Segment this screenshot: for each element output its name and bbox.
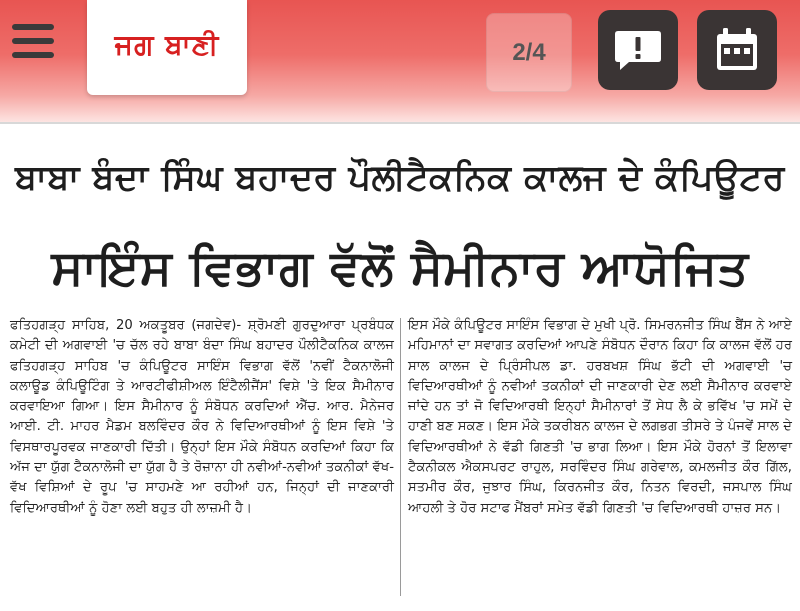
column-divider [400,318,401,596]
menu-icon-bar-middle [12,38,54,44]
calendar-button[interactable] [697,10,777,90]
feedback-button[interactable] [598,10,678,90]
logo[interactable] [87,0,247,95]
top-app-bar [0,0,800,122]
menu-icon-bar-bottom [12,52,54,58]
page-indicator [486,13,572,92]
logo-text: ਜਗ ਬਾਣੀ [114,28,220,61]
page-indicator-text: 2/4 [512,39,546,66]
article-headline-line2: ਸਾਇੰਸ ਵਿਭਾਗ ਵੱਲੋਂ ਸੈਮੀਨਾਰ ਆਯੋਜਿਤ [51,240,749,296]
article-column-left: ਫਤਿਹਗੜ੍ਹ ਸਾਹਿਬ, 20 ਅਕਤੂਬਰ (ਜਗਦੇਵ)- ਸ਼੍ਰੋਮਣੀ ਗੁਰਦੁਆਰਾ ਪ੍ਰਬੰਧਕ ਕਮੇਟੀ ਦੀ ਅਗਵਾਈ 'ਚ ਚੱਲ ਰਹੇ ਬਾਬਾ ਬੰਦਾ ਸਿੰਘ ਬਹਾਦਰ ਪੌਲੀਟੈਕਨਿਕ ਕਾਲਜ ਫਤਿਹਗੜ੍ਹ ਸਾਹਿਬ 'ਚ ਕੰਪਿਊਟਰ ਸਾਇੰਸ ਵਿਭਾਗ ਵੱਲੋਂ 'ਨਵੀਂ ਟੈਕਨਾਲੋਜੀ ਕਲਾਊਡ ਕੰਪਿਊਟਿੰਗ ਤੇ ਆਰਟੀਫੀਸ਼ੀਅਲ ਇੰਟੈਲੀਜੈਂਸ' ਵਿਸ਼ੇ 'ਤੇ ਇਕ ਸੈਮੀਨਾਰ ਕਰਵਾਇਆ ਗਿਆ। ਇਸ ਸੈਮੀਨਾਰ ਨੂੰ ਸੰਬੋਧਨ ਕਰਦਿਆਂ ਐੱਚ. ਆਰ. ਮੈਨੇਜਰ ਆਈ. ਟੀ. ਮਾਹਰ ਮੈਡਮ ਬਲਵਿੰਦਰ ਕੌਰ ਨੇ ਵਿਦਿਆਰਥੀਆਂ ਨੂੰ ਇਸ ਵਿਸ਼ੇ 'ਤੇ ਵਿਸਥਾਰਪੂਰਵਕ ਜਾਣਕਾਰੀ ਦਿੱਤੀ। ਉਨ੍ਹਾਂ ਇਸ ਮੌਕੇ ਸੰਬੋਧਨ ਕਰਦਿਆਂ ਕਿਹਾ ਕਿ ਅੱਜ ਦਾ ਯੁੱਗ ਟੈਕਨਾਲੋਜੀ ਦਾ ਯੁੱਗ ਹੈ ਤੇ ਰੋਜ਼ਾਨਾ ਹੀ ਨਵੀਆਂ-ਨਵੀਆਂ ਤਕਨੀਕਾਂ ਵੱਖ-ਵੱਖ ਵਿਸ਼ਿਆਂ ਦੇ ਰੂਪ 'ਚ ਸਾਹਮਣੇ ਆ ਰਹੀਆਂ ਹਨ, ਜਿਨ੍ਹਾਂ ਦੀ ਜਾਣਕਾਰੀ ਵਿਦਿਆਰਥੀਆਂ ਨੂੰ ਹੋਣਾ ਲਈ ਬਹੁਤ ਹੀ ਲਾਜ਼ਮੀ ਹੈ। [10,318,394,516]
header-divider [0,122,800,124]
article-column-right: ਇਸ ਮੌਕੇ ਕੰਪਿਊਟਰ ਸਾਇੰਸ ਵਿਭਾਗ ਦੇ ਮੁਖੀ ਪ੍ਰੋ. ਸਿਮਰਨਜੀਤ ਸਿੰਘ ਬੈਂਸ ਨੇ ਆਏ ਮਹਿਮਾਨਾਂ ਦਾ ਸਵਾਗਤ ਕਰਦਿਆਂ ਆਪਣੇ ਸੰਬੋਧਨ ਦੌਰਾਨ ਕਿਹਾ ਕਿ ਕਾਲਜ ਵੱਲੋਂ ਹਰ ਸਾਲ ਕਾਲਜ ਦੇ ਪ੍ਰਿੰਸੀਪਲ ਡਾ. ਹਰਬਖਸ਼ ਸਿੰਘ ਭੱਟੀ ਦੀ ਅਗਵਾਈ 'ਚ ਵਿਦਿਆਰਥੀਆਂ ਨੂੰ ਨਵੀਆਂ ਤਕਨੀਕਾਂ ਦੀ ਜਾਣਕਾਰੀ ਦੇਣ ਲਈ ਸੈਮੀਨਾਰ ਕਰਵਾਏ ਜਾਂਦੇ ਹਨ ਤਾਂ ਜੋ ਵਿਦਿਆਰਥੀ ਇਨ੍ਹਾਂ ਸੈਮੀਨਾਰਾਂ ਤੋਂ ਸੇਧ ਲੈ ਕੇ ਭਵਿੱਖ 'ਚ ਸਮੇਂ ਦੇ ਹਾਣੀ ਬਣ ਸਕਣ। ਇਸ ਮੌਕੇ ਤਕਰੀਬਨ ਕਾਲਜ ਦੇ ਲਗਭਗ ਤੀਸਰੇ ਤੇ ਪੰਜਵੇਂ ਸਾਲ ਦੇ ਵਿਦਿਆਰਥੀਆਂ ਨੇ ਵੱਡੀ ਗਿਣਤੀ 'ਚ ਭਾਗ ਲਿਆ। ਇਸ ਮੌਕੇ ਹੋਰਨਾਂ ਤੋਂ ਇਲਾਵਾ ਟੈਕਨੀਕਲ ਐਕਸਪਰਟ ਰਾਹੁਲ, ਸਰਵਿੰਦਰ ਸਿੰਘ ਗਰੇਵਾਲ, ਕਮਲਜੀਤ ਕੌਰ ਗਿੱਲ, ਸਤਮੀਰ ਕੌਰ, ਜੁਝਾਰ ਸਿੰਘ, ਕਿਰਨਜੀਤ ਕੌਰ, ਨਿਤਨ ਵਿਰਦੀ, ਜਸਪਾਲ ਸਿੰਘ ਆਹਲੀ ਤੇ ਹੋਰ ਸਟਾਫ ਮੈਂਬਰਾਂ ਸਮੇਤ ਵੱਡੀ ਗਿਣਤੀ 'ਚ ਵਿਦਿਆਰਥੀ ਹਾਜ਼ਰ ਸਨ। [408,318,792,516]
article-headline-line1: ਬਾਬਾ ਬੰਦਾ ਸਿੰਘ ਬਹਾਦਰ ਪੌਲੀਟੈਕਨਿਕ ਕਾਲਜ ਦੇ ਕੰਪਿਊਟਰ [15,158,785,198]
menu-icon-bar-top [12,24,54,30]
feedback-icon [598,10,678,90]
menu-icon[interactable] [12,24,54,60]
calendar-icon [697,10,777,90]
